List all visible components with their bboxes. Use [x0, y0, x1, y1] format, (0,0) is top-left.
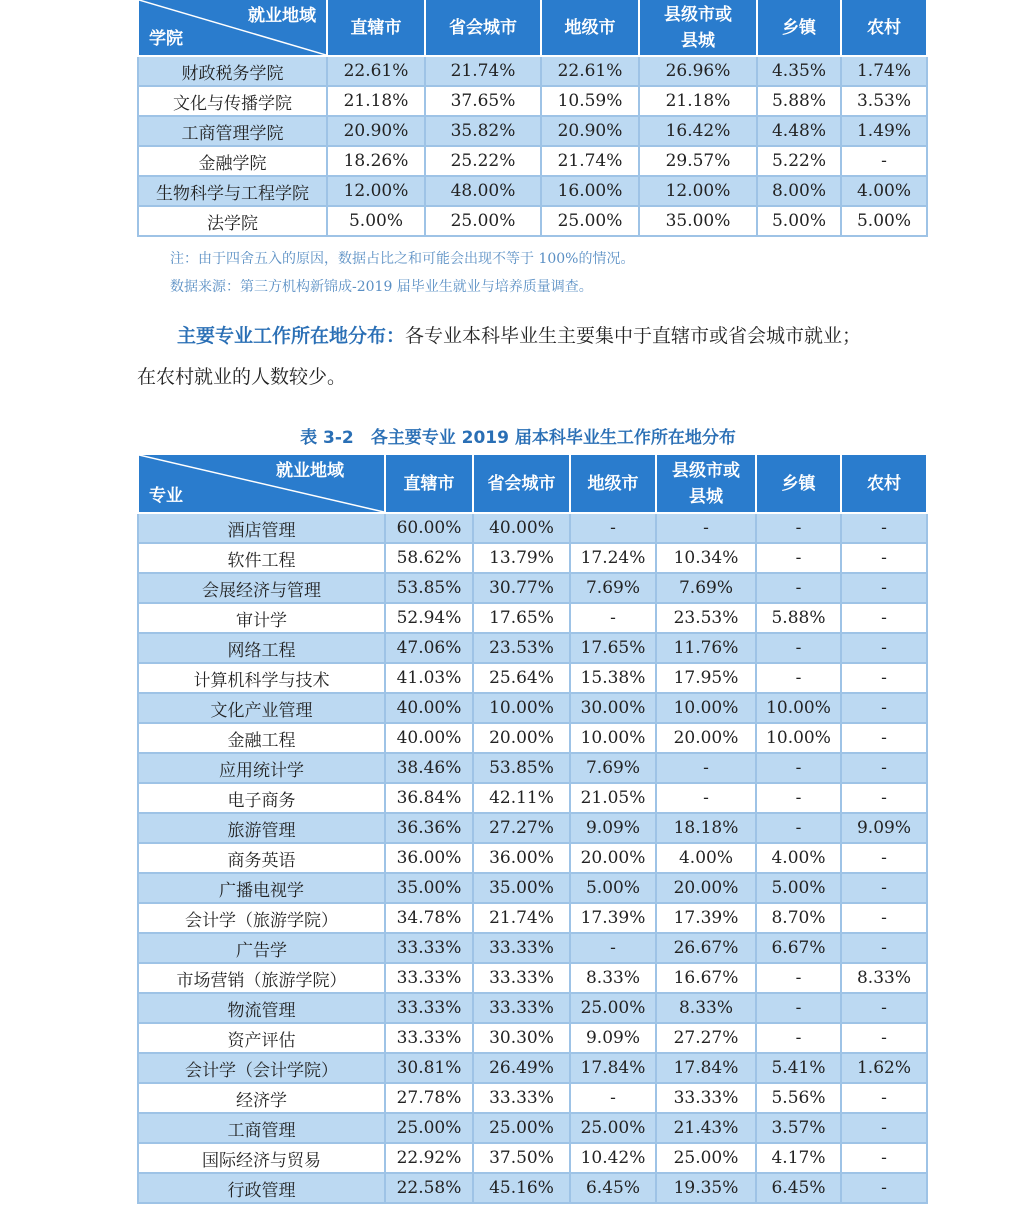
table-row	[138, 573, 927, 603]
corner-header	[138, 454, 385, 513]
column-header: 乡镇	[756, 454, 841, 513]
table-cell: -	[570, 603, 656, 633]
row-label: 商务英语	[138, 843, 385, 873]
paragraph-lead: 主要专业工作所在地分布：	[177, 325, 406, 347]
table-cell: 20.90%	[327, 116, 425, 146]
table-cell: 5.00%	[757, 206, 841, 236]
rounding-note: 注：由于四舍五入的原因，数据占比之和可能会出现不等于 100%的情况。	[170, 251, 635, 267]
table-cell: 10.34%	[656, 543, 756, 573]
table-cell: 33.33%	[656, 1083, 756, 1113]
table-row	[138, 1113, 927, 1143]
corner-bottom-label: 专业	[149, 486, 183, 506]
table-cell: 33.33%	[385, 993, 473, 1023]
table-cell: -	[756, 663, 841, 693]
table-cell: -	[841, 1113, 927, 1143]
table-cell: 27.78%	[385, 1083, 473, 1113]
table-cell: 21.43%	[656, 1113, 756, 1143]
row-label: 酒店管理	[138, 513, 385, 543]
table-cell: 1.49%	[841, 116, 927, 146]
table-cell: 33.33%	[385, 933, 473, 963]
table-cell: -	[841, 1083, 927, 1113]
table-cell: 36.84%	[385, 783, 473, 813]
table-cell: 33.33%	[473, 1083, 570, 1113]
table-header-row	[138, 0, 927, 56]
table-cell: 17.39%	[570, 903, 656, 933]
row-label: 软件工程	[138, 543, 385, 573]
column-header: 农村	[841, 0, 927, 56]
table-cell: -	[841, 573, 927, 603]
table-row	[138, 1023, 927, 1053]
table-cell: 21.18%	[639, 86, 757, 116]
row-label: 经济学	[138, 1083, 385, 1113]
table-cell: 6.67%	[756, 933, 841, 963]
table-row	[138, 1083, 927, 1113]
table-cell: -	[756, 753, 841, 783]
table-cell: 12.00%	[327, 176, 425, 206]
table-cell: 8.33%	[656, 993, 756, 1023]
table-cell: 35.00%	[473, 873, 570, 903]
table-row	[138, 843, 927, 873]
table-cell: -	[841, 753, 927, 783]
college-location-table	[137, 0, 928, 237]
table-cell: -	[656, 753, 756, 783]
table-cell: 60.00%	[385, 513, 473, 543]
table-cell: 30.81%	[385, 1053, 473, 1083]
table-cell: -	[841, 693, 927, 723]
table-cell: 33.33%	[385, 963, 473, 993]
table-row	[138, 1053, 927, 1083]
table-cell: 30.30%	[473, 1023, 570, 1053]
table-body	[138, 513, 927, 1203]
table-cell: 4.00%	[656, 843, 756, 873]
table-row	[138, 903, 927, 933]
table-cell: 35.00%	[385, 873, 473, 903]
table-cell: 36.36%	[385, 813, 473, 843]
table-cell: 4.00%	[756, 843, 841, 873]
table-cell: 45.16%	[473, 1173, 570, 1203]
table-cell: -	[841, 603, 927, 633]
table-cell: 22.61%	[541, 56, 639, 86]
row-label: 法学院	[138, 206, 327, 236]
row-label: 旅游管理	[138, 813, 385, 843]
table-row	[138, 206, 927, 236]
row-label: 计算机科学与技术	[138, 663, 385, 693]
table-cell: 12.00%	[639, 176, 757, 206]
table-cell: 21.18%	[327, 86, 425, 116]
table-cell: 18.18%	[656, 813, 756, 843]
table-cell: 9.09%	[570, 813, 656, 843]
table-row	[138, 693, 927, 723]
row-label: 文化与传播学院	[138, 86, 327, 116]
table-cell: 23.53%	[656, 603, 756, 633]
table-cell: -	[841, 873, 927, 903]
table-cell: 37.50%	[473, 1143, 570, 1173]
table-cell: 4.48%	[757, 116, 841, 146]
table-cell: 10.59%	[541, 86, 639, 116]
data-source-note: 数据来源：第三方机构新锦成-2019 届毕业生就业与培养质量调查。	[170, 279, 593, 295]
table-cell: 8.33%	[841, 963, 927, 993]
table-cell: 22.92%	[385, 1143, 473, 1173]
table-row	[138, 86, 927, 116]
row-label: 会计学（会计学院）	[138, 1053, 385, 1083]
table-row	[138, 993, 927, 1023]
table-cell: 38.46%	[385, 753, 473, 783]
table-cell: 33.33%	[473, 993, 570, 1023]
table-row	[138, 513, 927, 543]
table-cell: 35.82%	[425, 116, 541, 146]
table-cell: 4.00%	[841, 176, 927, 206]
table-cell: 17.65%	[570, 633, 656, 663]
table-cell: 9.09%	[570, 1023, 656, 1053]
table-cell: 35.00%	[639, 206, 757, 236]
table-cell: 25.00%	[425, 206, 541, 236]
table-row	[138, 963, 927, 993]
column-header: 省会城市	[473, 454, 570, 513]
row-label: 电子商务	[138, 783, 385, 813]
row-label: 资产评估	[138, 1023, 385, 1053]
table-cell: 7.69%	[656, 573, 756, 603]
table-cell: 20.90%	[541, 116, 639, 146]
table-cell: -	[756, 813, 841, 843]
table-cell: 15.38%	[570, 663, 656, 693]
table-cell: -	[841, 903, 927, 933]
table-cell: 27.27%	[473, 813, 570, 843]
table-cell: 9.09%	[841, 813, 927, 843]
table-cell: 40.00%	[385, 693, 473, 723]
row-label: 广播电视学	[138, 873, 385, 903]
table-cell: -	[656, 513, 756, 543]
table-cell: 10.00%	[656, 693, 756, 723]
table-cell: -	[656, 783, 756, 813]
table-cell: 8.00%	[757, 176, 841, 206]
table-cell: 7.69%	[570, 573, 656, 603]
table-cell: 21.74%	[473, 903, 570, 933]
table-cell: 17.65%	[473, 603, 570, 633]
table-cell: 48.00%	[425, 176, 541, 206]
table-cell: 22.61%	[327, 56, 425, 86]
table-cell: 5.88%	[757, 86, 841, 116]
table-cell: 10.42%	[570, 1143, 656, 1173]
table-row	[138, 813, 927, 843]
table-cell: 52.94%	[385, 603, 473, 633]
column-header: 省会城市	[425, 0, 541, 56]
row-label: 财政税务学院	[138, 56, 327, 86]
table-row	[138, 116, 927, 146]
corner-header	[138, 0, 327, 56]
table-cell: 1.62%	[841, 1053, 927, 1083]
table-row	[138, 783, 927, 813]
table-body	[138, 56, 927, 236]
table-row	[138, 933, 927, 963]
table-cell: 21.74%	[425, 56, 541, 86]
row-label: 网络工程	[138, 633, 385, 663]
table-cell: 10.00%	[473, 693, 570, 723]
table-cell: 3.57%	[756, 1113, 841, 1143]
table-cell: 20.00%	[473, 723, 570, 753]
table-row	[138, 723, 927, 753]
table-cell: 53.85%	[385, 573, 473, 603]
table-row	[138, 633, 927, 663]
table-cell: 29.57%	[639, 146, 757, 176]
table-cell: 20.00%	[656, 723, 756, 753]
table-cell: 17.84%	[570, 1053, 656, 1083]
table-cell: 47.06%	[385, 633, 473, 663]
table-cell: -	[756, 633, 841, 663]
table-cell: 58.62%	[385, 543, 473, 573]
table-cell: 3.53%	[841, 86, 927, 116]
row-label: 审计学	[138, 603, 385, 633]
table-cell: 26.49%	[473, 1053, 570, 1083]
row-label: 行政管理	[138, 1173, 385, 1203]
paragraph-line1: 各专业本科毕业生主要集中于直辖市或省会城市就业；	[405, 325, 862, 347]
corner-top-label: 就业地域	[248, 6, 316, 26]
column-header: 农村	[841, 454, 927, 513]
table-cell: 40.00%	[385, 723, 473, 753]
table-cell: -	[841, 1173, 927, 1203]
table-cell: 36.00%	[473, 843, 570, 873]
table-cell: 8.33%	[570, 963, 656, 993]
table-cell: 53.85%	[473, 753, 570, 783]
table-row	[138, 176, 927, 206]
row-label: 工商管理学院	[138, 116, 327, 146]
table-cell: -	[841, 663, 927, 693]
column-header: 地级市	[570, 454, 656, 513]
table-cell: 18.26%	[327, 146, 425, 176]
row-label: 物流管理	[138, 993, 385, 1023]
table-cell: 21.05%	[570, 783, 656, 813]
table-cell: 36.00%	[385, 843, 473, 873]
column-header: 县级市或 县城	[639, 0, 757, 56]
row-label: 会计学（旅游学院）	[138, 903, 385, 933]
row-label: 广告学	[138, 933, 385, 963]
table-cell: 10.00%	[756, 723, 841, 753]
table-cell: -	[756, 573, 841, 603]
table-cell: -	[756, 993, 841, 1023]
table-cell: 20.00%	[570, 843, 656, 873]
table-cell: 22.58%	[385, 1173, 473, 1203]
table-cell: 25.64%	[473, 663, 570, 693]
table-cell: -	[841, 843, 927, 873]
table-cell: 1.74%	[841, 56, 927, 86]
table-cell: 5.22%	[757, 146, 841, 176]
table-cell: 11.76%	[656, 633, 756, 663]
row-label: 生物科学与工程学院	[138, 176, 327, 206]
table-cell: -	[756, 543, 841, 573]
table-cell: 5.00%	[327, 206, 425, 236]
table-cell: -	[841, 513, 927, 543]
table-cell: 25.00%	[541, 206, 639, 236]
table-header-row	[138, 454, 927, 513]
table-cell: -	[841, 1023, 927, 1053]
table-cell: -	[756, 783, 841, 813]
table-cell: 19.35%	[656, 1173, 756, 1203]
table-row	[138, 56, 927, 86]
table-cell: 5.56%	[756, 1083, 841, 1113]
table-row	[138, 873, 927, 903]
corner-top-label: 就业地域	[276, 461, 344, 481]
table-cell: 7.69%	[570, 753, 656, 783]
table-cell: 27.27%	[656, 1023, 756, 1053]
table-cell: 25.00%	[570, 1113, 656, 1143]
table-cell: -	[570, 513, 656, 543]
row-label: 会展经济与管理	[138, 573, 385, 603]
table-cell: -	[841, 543, 927, 573]
table-cell: 16.67%	[656, 963, 756, 993]
table-cell: -	[841, 1143, 927, 1173]
table-cell: 34.78%	[385, 903, 473, 933]
table-cell: 5.41%	[756, 1053, 841, 1083]
table-cell: 10.00%	[756, 693, 841, 723]
column-header: 县级市或 县城	[656, 454, 756, 513]
row-label: 文化产业管理	[138, 693, 385, 723]
table-cell: 5.00%	[570, 873, 656, 903]
column-header: 直辖市	[385, 454, 473, 513]
table2-caption: 表 3-2 各主要专业 2019 届本科毕业生工作所在地分布	[300, 428, 736, 448]
table-cell: -	[841, 723, 927, 753]
table-cell: 25.00%	[473, 1113, 570, 1143]
table-cell: -	[756, 963, 841, 993]
table-cell: 17.84%	[656, 1053, 756, 1083]
table-cell: 40.00%	[473, 513, 570, 543]
table-cell: -	[841, 633, 927, 663]
table-cell: 5.00%	[756, 873, 841, 903]
table-cell: 6.45%	[756, 1173, 841, 1203]
table-cell: 33.33%	[385, 1023, 473, 1053]
table-cell: 41.03%	[385, 663, 473, 693]
table-cell: 26.96%	[639, 56, 757, 86]
column-header: 乡镇	[757, 0, 841, 56]
table-row	[138, 1173, 927, 1203]
table-cell: 16.00%	[541, 176, 639, 206]
summary-paragraph-line2: 在农村就业的人数较少。	[137, 366, 347, 388]
summary-paragraph	[137, 316, 947, 357]
table-cell: 6.45%	[570, 1173, 656, 1203]
table-cell: 30.77%	[473, 573, 570, 603]
table-cell: 21.74%	[541, 146, 639, 176]
table-row	[138, 543, 927, 573]
table-cell: -	[841, 933, 927, 963]
table-cell: -	[841, 993, 927, 1023]
major-location-table	[137, 453, 928, 1204]
table-cell: -	[570, 933, 656, 963]
table-cell: 23.53%	[473, 633, 570, 663]
row-label: 国际经济与贸易	[138, 1143, 385, 1173]
table-cell: 25.00%	[570, 993, 656, 1023]
table-cell: -	[841, 146, 927, 176]
table-cell: 25.22%	[425, 146, 541, 176]
row-label: 金融学院	[138, 146, 327, 176]
row-label: 工商管理	[138, 1113, 385, 1143]
table-cell: 26.67%	[656, 933, 756, 963]
table-cell: 42.11%	[473, 783, 570, 813]
table-cell: -	[756, 513, 841, 543]
table-row	[138, 663, 927, 693]
table-cell: 33.33%	[473, 933, 570, 963]
table-cell: 16.42%	[639, 116, 757, 146]
table-row	[138, 146, 927, 176]
table-cell: 25.00%	[656, 1143, 756, 1173]
table-cell: 25.00%	[385, 1113, 473, 1143]
row-label: 金融工程	[138, 723, 385, 753]
table-cell: 4.17%	[756, 1143, 841, 1173]
table-cell: -	[756, 1023, 841, 1053]
table-cell: 4.35%	[757, 56, 841, 86]
table-cell: 5.00%	[841, 206, 927, 236]
row-label: 应用统计学	[138, 753, 385, 783]
table-cell: 8.70%	[756, 903, 841, 933]
table-cell: 10.00%	[570, 723, 656, 753]
row-label: 市场营销（旅游学院）	[138, 963, 385, 993]
corner-bottom-label: 学院	[149, 29, 183, 49]
table-cell: 13.79%	[473, 543, 570, 573]
table-cell: 30.00%	[570, 693, 656, 723]
table-cell: 37.65%	[425, 86, 541, 116]
table-row	[138, 603, 927, 633]
table-cell: -	[841, 783, 927, 813]
table-cell: 5.88%	[756, 603, 841, 633]
column-header: 地级市	[541, 0, 639, 56]
table-cell: 20.00%	[656, 873, 756, 903]
column-header: 直辖市	[327, 0, 425, 56]
table-cell: -	[570, 1083, 656, 1113]
table-row	[138, 753, 927, 783]
table-cell: 17.39%	[656, 903, 756, 933]
table-cell: 17.95%	[656, 663, 756, 693]
table-row	[138, 1143, 927, 1173]
table-cell: 33.33%	[473, 963, 570, 993]
table-cell: 17.24%	[570, 543, 656, 573]
